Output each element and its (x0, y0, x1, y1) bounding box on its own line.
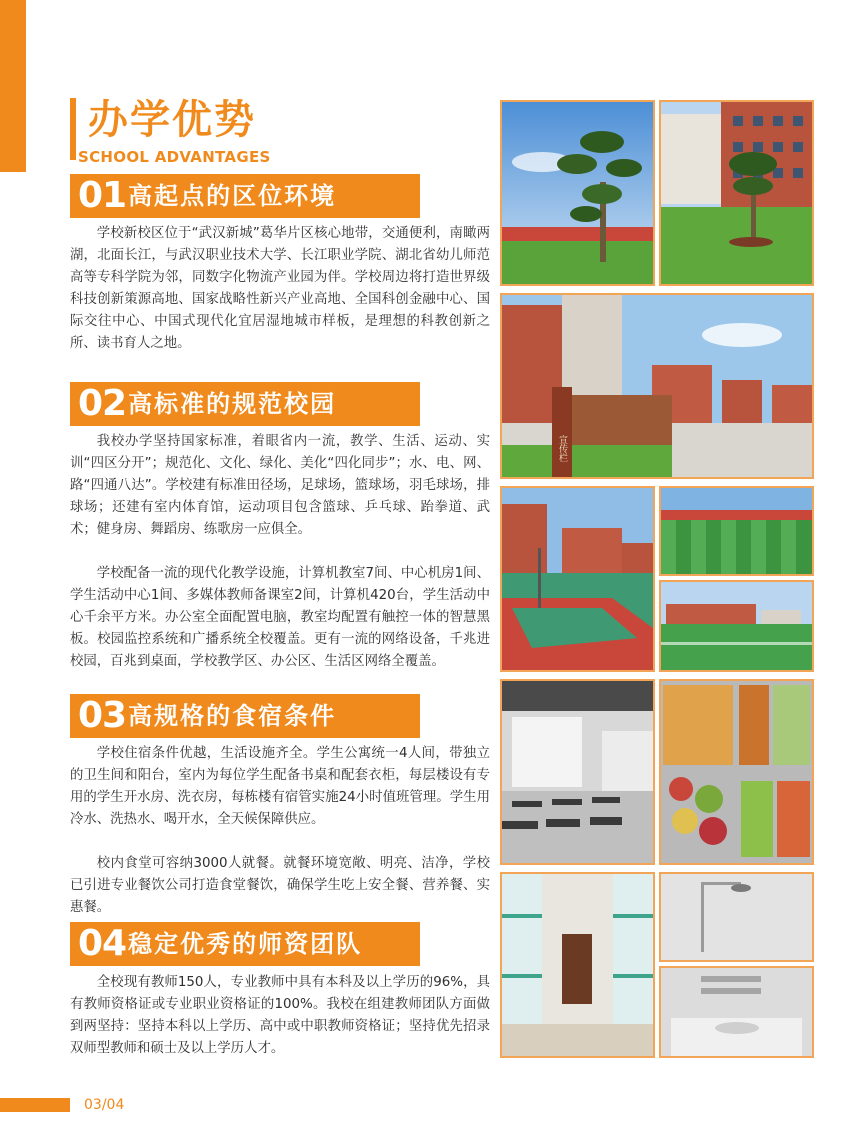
section-01-paragraph: 学校新校区位于“武汉新城”葛华片区核心地带，交通便利，南瞰两湖，北面长江，与武汉职业技术大学、长江职业学院、湖北省幼儿师范高等专科学院为邻，同数字化物流产业园为伴。学校周边将打造世界级科技创新策源高地、国家战略性新兴产业高地、全国科创金融中心、国际交往中心、中国式现代化宜居湿地城市样板，是理想的科教创新之所、读书育人之地。 (70, 226, 490, 351)
section-02-header (70, 382, 420, 426)
page-subtitle: SCHOOL ADVANTAGES (78, 148, 271, 166)
section-03-header (70, 694, 420, 738)
photo-canteen (500, 679, 655, 865)
section-number: 04 (78, 923, 127, 964)
section-04-paragraph: 全校现有教师150人，专业教师中具有本科及以上学历的96%，具有教师资格证或专业职业资格证的100%。我校在组建教师团队方面做到两坚持：坚持本科以上学历、高中或中职教师资格证；坚持优先招录双师型教师和硕士及以上学历人才。 (70, 975, 490, 1056)
section-number: 02 (78, 383, 127, 424)
section-04-header (70, 922, 420, 966)
photo-football-field (659, 486, 814, 576)
page-title: 办学优势 (88, 97, 256, 143)
section-02-paragraph-2: 学校配备一流的现代化教学设施，计算机教室7间、中心机房1间、学生活动中心1间、多媒体教师备课室2间，计算机420台，学生活动中心千余平方米。办公室全面配置电脑，教室均配置有触控一体的智慧黑板。校园监控系统和广播系统全校覆盖。更有一流的网络设备，千兆进校园，百兆到桌面，学校教学区、办公区、生活区网络全覆盖。 (70, 566, 490, 669)
section-number: 03 (78, 695, 127, 736)
section-01-header (70, 174, 420, 218)
section-title: 高起点的区位环境 (128, 182, 337, 210)
photo-dormitory (500, 872, 655, 1058)
section-title: 高标准的规范校园 (128, 390, 337, 418)
section-03-paragraph-2: 校内食堂可容纳3000人就餐。就餐环境宽敞、明亮、洁净，学校已引进专业餐饮公司打造食堂餐饮，确保学生吃上安全餐、营养餐、实惠餐。 (70, 856, 490, 915)
photo-basketball-court (500, 486, 655, 672)
photo-building-lawn (659, 100, 814, 286)
top-accent-bar (0, 0, 26, 172)
title-accent-bar (70, 98, 76, 160)
section-number: 01 (78, 175, 127, 216)
section-title: 高规格的食宿条件 (128, 702, 337, 730)
photo-food (659, 679, 814, 865)
section-title: 稳定优秀的师资团队 (128, 930, 363, 958)
section-02-paragraph-1: 我校办学坚持国家标准，着眼省内一流，教学、生活、运动、实训“四区分开”；规范化、文化、绿化、美化“四化同步”；水、电、网、路“四通八达”。学校建有标准田径场，足球场，篮球场，羽毛球场，排球场；还建有室内体育馆，运动项目包含篮球、乒乓球、跆拳道、武术；健身房、舞蹈房、练歌房一应俱全。 (70, 434, 490, 537)
bulletin-board-caption: 宣传栏 (557, 435, 567, 462)
photo-pine-tree (500, 100, 655, 286)
page-number: 03/04 (84, 1097, 125, 1113)
footer-accent-bar (0, 1098, 70, 1112)
photo-washbasin (659, 966, 814, 1058)
section-03-paragraph-1: 学校住宿条件优越，生活设施齐全。学生公寓统一4人间，带独立的卫生间和阳台，室内为每位学生配备书桌和配套衣柜，每层楼设有专用的学生开水房、洗衣房，每栋楼有宿管实施24小时值班管理。学生用冷水、洗热水、喝开水，全天候保障供应。 (70, 746, 490, 827)
photo-campus-bulletin (500, 293, 814, 479)
photo-shower (659, 872, 814, 962)
photo-sports-field (659, 580, 814, 672)
